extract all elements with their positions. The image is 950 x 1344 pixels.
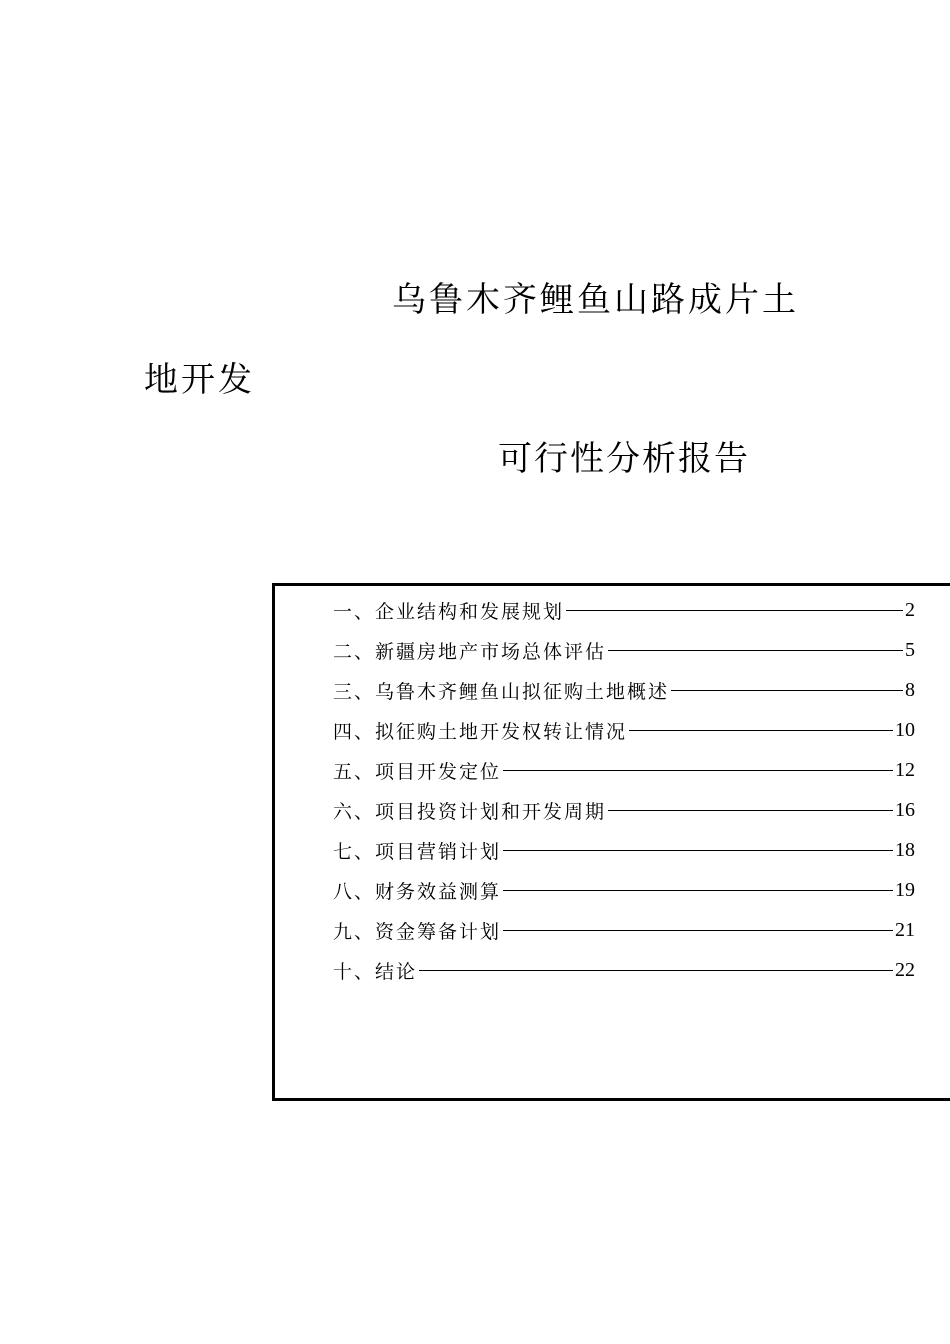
toc-entry-label: 四、拟征购土地开发权转让情况 bbox=[333, 720, 628, 743]
toc-entry-page: 8 bbox=[905, 678, 915, 701]
toc-leader-line bbox=[608, 810, 893, 811]
toc-entry[interactable] bbox=[333, 870, 915, 910]
report-title-line-2: 地开发 bbox=[144, 360, 255, 400]
toc-entry-page: 19 bbox=[895, 878, 915, 901]
toc-leader-line bbox=[629, 730, 893, 731]
toc-leader-line bbox=[419, 970, 893, 971]
toc-entry-label: 三、乌鲁木齐鲤鱼山拟征购土地概述 bbox=[333, 680, 670, 703]
toc-leader-line bbox=[608, 650, 903, 651]
toc-entry[interactable] bbox=[333, 910, 915, 950]
toc-entry-label: 二、新疆房地产市场总体评估 bbox=[333, 640, 607, 663]
toc-leader-line bbox=[671, 690, 903, 691]
toc-entry-page: 5 bbox=[905, 638, 915, 661]
toc-entry-page: 16 bbox=[895, 798, 915, 821]
report-subtitle: 可行性分析报告 bbox=[498, 439, 750, 479]
toc-leader-line bbox=[503, 770, 893, 771]
toc-entry[interactable] bbox=[333, 670, 915, 710]
toc-entry[interactable] bbox=[333, 950, 915, 990]
toc-entry-label: 八、财务效益测算 bbox=[333, 880, 502, 903]
toc-entry-page: 22 bbox=[895, 958, 915, 981]
toc-entry-page: 21 bbox=[895, 918, 915, 941]
toc-entry-page: 10 bbox=[895, 718, 915, 741]
toc-entry[interactable] bbox=[333, 630, 915, 670]
toc-entry-label: 十、结论 bbox=[333, 960, 418, 983]
toc-entry-label: 五、项目开发定位 bbox=[333, 760, 502, 783]
toc-entry[interactable] bbox=[333, 710, 915, 750]
toc-leader-line bbox=[503, 890, 893, 891]
toc-entry-label: 六、项目投资计划和开发周期 bbox=[333, 800, 607, 823]
toc-entry-page: 12 bbox=[895, 758, 915, 781]
toc-leader-line bbox=[503, 930, 893, 931]
toc-leader-line bbox=[503, 850, 893, 851]
toc-entry-label: 七、项目营销计划 bbox=[333, 840, 502, 863]
toc-entry[interactable] bbox=[333, 790, 915, 830]
table-of-contents bbox=[333, 590, 915, 990]
toc-entry-page: 18 bbox=[895, 838, 915, 861]
toc-entry[interactable] bbox=[333, 830, 915, 870]
toc-entry[interactable] bbox=[333, 750, 915, 790]
toc-entry-label: 九、资金筹备计划 bbox=[333, 920, 502, 943]
toc-entry[interactable] bbox=[333, 590, 915, 630]
toc-entry-label: 一、企业结构和发展规划 bbox=[333, 600, 565, 623]
toc-entry-page: 2 bbox=[905, 598, 915, 621]
toc-leader-line bbox=[566, 610, 903, 611]
report-title-line-1: 乌鲁木齐鲤鱼山路成片土 bbox=[392, 280, 799, 320]
